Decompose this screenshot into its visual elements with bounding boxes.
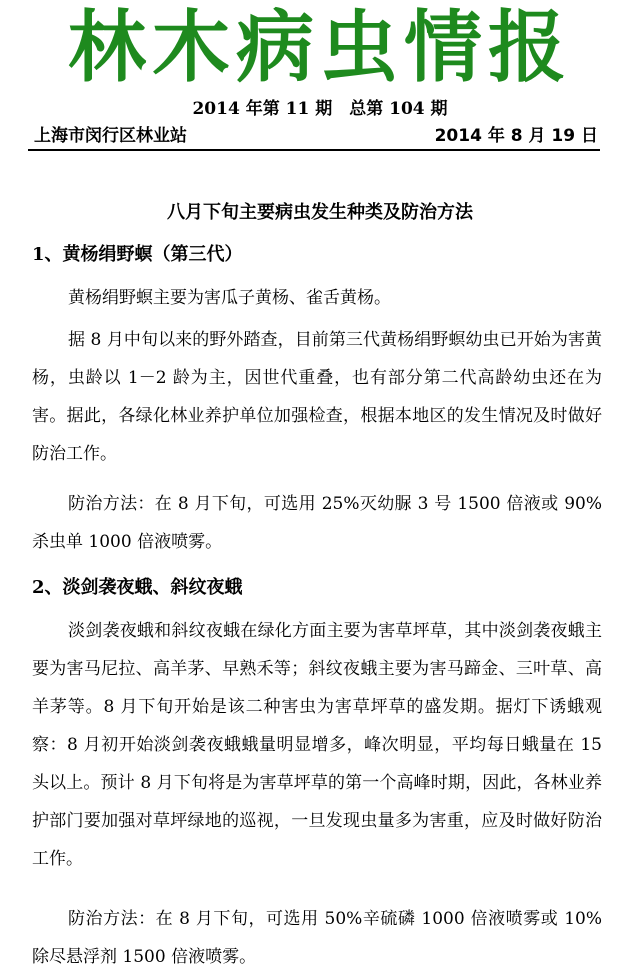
section-heading: 1、黄杨绢野螟（第三代）	[32, 244, 243, 265]
paragraph: 防治方法：在 8 月下旬，可选用 50%辛硫磷 1000 倍液喷雾或 10%除尽悬浮剂 1500 倍液喷雾。	[32, 909, 602, 967]
section-heading: 2、淡剑袭夜蛾、斜纹夜蛾	[32, 577, 243, 598]
paragraph: 防治方法：在 8 月下旬，可选用 25%灭幼脲 3 号 1500 倍液或 90%杀虫单 1000 倍液喷雾。	[32, 494, 602, 552]
paragraph: 黄杨绢野螟主要为害瓜子黄杨、雀舌黄杨。	[68, 288, 391, 308]
issuing-station: 上海市闵行区林业站	[34, 126, 187, 146]
paragraph: 据 8 月中旬以来的野外踏查，目前第三代黄杨绢野螟幼虫已开始为害黄杨，虫龄以 1－2 龄为主，因世代重叠，也有部分第二代高龄幼虫还在为害。据此，各绿化林业养护单位加强检查，根据本地区的发生情况及时做好防治工作。	[32, 330, 602, 464]
header-divider	[28, 149, 600, 151]
paragraph: 淡剑袭夜蛾和斜纹夜蛾在绿化方面主要为害草坪草，其中淡剑袭夜蛾主要为害马尼拉、高羊茅、早熟禾等；斜纹夜蛾主要为害马蹄金、三叶草、高羊茅等。8 月下旬开始是该二种害虫为害草坪草的盛发期。据灯下诱蛾观察：8 月初开始淡剑袭夜蛾蛾量明显增多，峰次明显，平均每日蛾量在 15 头以上。预计 8 月下旬将是为害草坪草的第一个高峰时期，因此，各林业养护部门要加强对草坪绿地的巡视，一旦发现虫量多为害重，应及时做好防治工作。	[32, 621, 602, 869]
article-title: 八月下旬主要病虫发生种类及防治方法	[167, 202, 473, 223]
issue-number: 2014 年第 11 期 总第 104 期	[192, 99, 448, 119]
masthead-title: 林木病虫情报	[67, 3, 572, 93]
issue-date: 2014 年 8 月 19 日	[434, 126, 598, 146]
